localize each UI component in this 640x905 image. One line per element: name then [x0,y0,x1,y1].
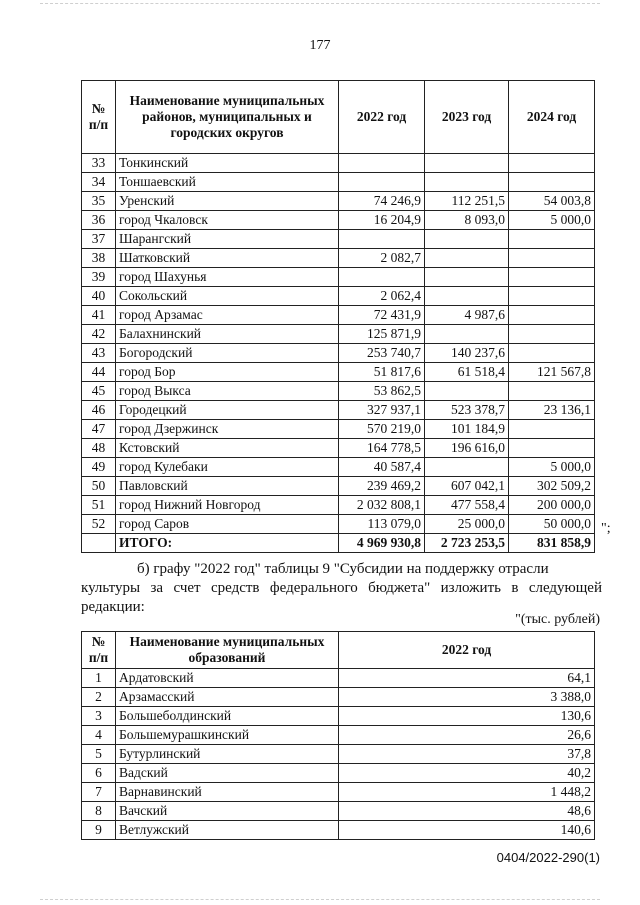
table-row [82,230,595,249]
scan-artifact-bottom [40,899,600,900]
total-2023: 2 723 253,5 [425,534,509,553]
table-row [82,688,595,707]
table-row [82,783,595,802]
cell-num: 46 [82,401,116,420]
cell-num: 41 [82,306,116,325]
paragraph-line-3: редакции: [81,599,145,615]
cell-2023: 477 558,4 [425,496,509,515]
cell-num: 6 [82,764,116,783]
cell-name: город Выкса [116,382,339,401]
header-2023: 2023 год [425,81,509,154]
cell-num: 43 [82,344,116,363]
table-row [82,401,595,420]
scan-artifact-top [40,3,600,4]
cell-2022: 164 778,5 [339,439,425,458]
cell-name: Городецкий [116,401,339,420]
cell-name: город Шахунья [116,268,339,287]
cell-name: Бутурлинский [116,745,339,764]
cell-num: 8 [82,802,116,821]
cell-2023 [425,268,509,287]
cell-2023: 523 378,7 [425,401,509,420]
cell-name: Кстовский [116,439,339,458]
table-row [82,515,595,534]
cell-name: Большеболдинский [116,707,339,726]
cell-num: 50 [82,477,116,496]
cell-name: Большемурашкинский [116,726,339,745]
cell-2022: 570 219,0 [339,420,425,439]
table-row [82,344,595,363]
cell-name: город Дзержинск [116,420,339,439]
cell-2024 [509,306,595,325]
cell-num: 35 [82,192,116,211]
cell-name: Варнавинский [116,783,339,802]
cell-2024 [509,439,595,458]
table-row [82,173,595,192]
cell-2024 [509,420,595,439]
cell-num: 1 [82,669,116,688]
cell-2023 [425,249,509,268]
cell-2022: 26,6 [339,726,595,745]
cell-2024: 302 509,2 [509,477,595,496]
cell-2024 [509,344,595,363]
cell-2024: 200 000,0 [509,496,595,515]
paragraph-line-2: культуры за счет средств федерального бюджета" изложить в следующей [81,580,602,596]
cell-num: 42 [82,325,116,344]
table-row [82,420,595,439]
cell-2022: 253 740,7 [339,344,425,363]
cell-num: 48 [82,439,116,458]
cell-2023: 112 251,5 [425,192,509,211]
cell-name: Вачский [116,802,339,821]
cell-2024 [509,382,595,401]
subsidy-table-culture [81,631,595,840]
cell-name: город Чкаловск [116,211,339,230]
cell-num: 44 [82,363,116,382]
cell-name: Уренский [116,192,339,211]
table-row [82,363,595,382]
table-row [82,325,595,344]
cell-num [82,534,116,553]
table-row [82,439,595,458]
header-2022: 2022 год [339,81,425,154]
cell-2024 [509,173,595,192]
table-row [82,249,595,268]
cell-num: 9 [82,821,116,840]
cell-name: Вадский [116,764,339,783]
total-label: ИТОГО: [116,534,339,553]
cell-2022: 239 469,2 [339,477,425,496]
cell-name: город Бор [116,363,339,382]
table-row [82,821,595,840]
cell-name: Тоншаевский [116,173,339,192]
table-row [82,496,595,515]
table-row [82,726,595,745]
cell-num: 47 [82,420,116,439]
cell-2022: 140,6 [339,821,595,840]
cell-num: 5 [82,745,116,764]
cell-num: 36 [82,211,116,230]
cell-name: Сокольский [116,287,339,306]
cell-2023: 61 518,4 [425,363,509,382]
cell-num: 3 [82,707,116,726]
cell-2022: 48,6 [339,802,595,821]
cell-2022: 64,1 [339,669,595,688]
units-label: "(тыс. рублей) [515,612,600,627]
cell-2023 [425,382,509,401]
cell-2024 [509,154,595,173]
cell-name: город Нижний Новгород [116,496,339,515]
header-num: № п/п [82,632,116,669]
cell-2024 [509,325,595,344]
cell-2024 [509,249,595,268]
cell-num: 52 [82,515,116,534]
cell-2023 [425,173,509,192]
cell-name: Арзамасский [116,688,339,707]
cell-2023: 25 000,0 [425,515,509,534]
cell-num: 37 [82,230,116,249]
table-row [82,211,595,230]
header-name: Наименование муниципальных районов, муниципальных и городских округов [116,81,339,154]
cell-2023: 4 987,6 [425,306,509,325]
cell-2022 [339,230,425,249]
cell-name: Ветлужский [116,821,339,840]
cell-2023: 101 184,9 [425,420,509,439]
cell-name: Богородский [116,344,339,363]
cell-name: Шарангский [116,230,339,249]
subsidy-table-main [81,80,595,553]
total-2024: 831 858,9 [509,534,595,553]
cell-2023 [425,458,509,477]
cell-2023 [425,230,509,249]
cell-2022: 16 204,9 [339,211,425,230]
paragraph-line-1: б) графу "2022 год" таблицы 9 "Субсидии на поддержку отрасли [137,561,549,577]
cell-2022: 40,2 [339,764,595,783]
header-num: № п/п [82,81,116,154]
header-name: Наименование муниципальных образований [116,632,339,669]
table-row [82,477,595,496]
table-row [82,287,595,306]
table-row [82,306,595,325]
closing-quote-mark: "; [601,521,611,536]
page-number: 177 [309,38,331,53]
cell-num: 2 [82,688,116,707]
header-2022: 2022 год [339,632,595,669]
cell-2022 [339,268,425,287]
cell-name: Ардатовский [116,669,339,688]
cell-2024: 50 000,0 [509,515,595,534]
cell-2022: 2 062,4 [339,287,425,306]
document-code: 0404/2022-290(1) [496,850,600,865]
cell-2024: 5 000,0 [509,211,595,230]
cell-2023 [425,325,509,344]
cell-2023 [425,154,509,173]
cell-name: город Арзамас [116,306,339,325]
table-row [82,268,595,287]
table-body [82,669,595,840]
cell-2022: 113 079,0 [339,515,425,534]
cell-num: 38 [82,249,116,268]
cell-name: город Саров [116,515,339,534]
cell-2022: 327 937,1 [339,401,425,420]
cell-num: 4 [82,726,116,745]
cell-2023: 8 093,0 [425,211,509,230]
cell-2022 [339,173,425,192]
cell-2024 [509,230,595,249]
table-row [82,192,595,211]
cell-2022: 2 032 808,1 [339,496,425,515]
table-row [82,458,595,477]
total-2022: 4 969 930,8 [339,534,425,553]
cell-num: 51 [82,496,116,515]
cell-num: 33 [82,154,116,173]
cell-2022: 40 587,4 [339,458,425,477]
table-row [82,764,595,783]
table-row [82,382,595,401]
cell-2022: 51 817,6 [339,363,425,382]
table-row [82,707,595,726]
cell-2024 [509,268,595,287]
cell-2022: 37,8 [339,745,595,764]
cell-num: 34 [82,173,116,192]
table-body [82,154,595,553]
cell-2022: 130,6 [339,707,595,726]
cell-2023: 140 237,6 [425,344,509,363]
cell-2024 [509,287,595,306]
cell-2022: 72 431,9 [339,306,425,325]
table-row [82,745,595,764]
cell-2022: 74 246,9 [339,192,425,211]
cell-2024: 5 000,0 [509,458,595,477]
header-2024: 2024 год [509,81,595,154]
cell-2024: 121 567,8 [509,363,595,382]
table-header-row [82,632,595,669]
table-header-row [82,81,595,154]
cell-2024: 23 136,1 [509,401,595,420]
cell-num: 7 [82,783,116,802]
cell-2022: 2 082,7 [339,249,425,268]
cell-num: 49 [82,458,116,477]
cell-name: Шатковский [116,249,339,268]
cell-2022: 1 448,2 [339,783,595,802]
cell-2023 [425,287,509,306]
cell-name: Балахнинский [116,325,339,344]
cell-2024: 54 003,8 [509,192,595,211]
cell-2022: 53 862,5 [339,382,425,401]
table-row [82,802,595,821]
cell-2023: 196 616,0 [425,439,509,458]
table-row [82,669,595,688]
total-row [82,534,595,553]
cell-num: 39 [82,268,116,287]
cell-name: Павловский [116,477,339,496]
cell-2022: 125 871,9 [339,325,425,344]
cell-2022 [339,154,425,173]
cell-2023: 607 042,1 [425,477,509,496]
cell-num: 45 [82,382,116,401]
table-row [82,154,595,173]
cell-name: город Кулебаки [116,458,339,477]
cell-num: 40 [82,287,116,306]
cell-2022: 3 388,0 [339,688,595,707]
cell-name: Тонкинский [116,154,339,173]
